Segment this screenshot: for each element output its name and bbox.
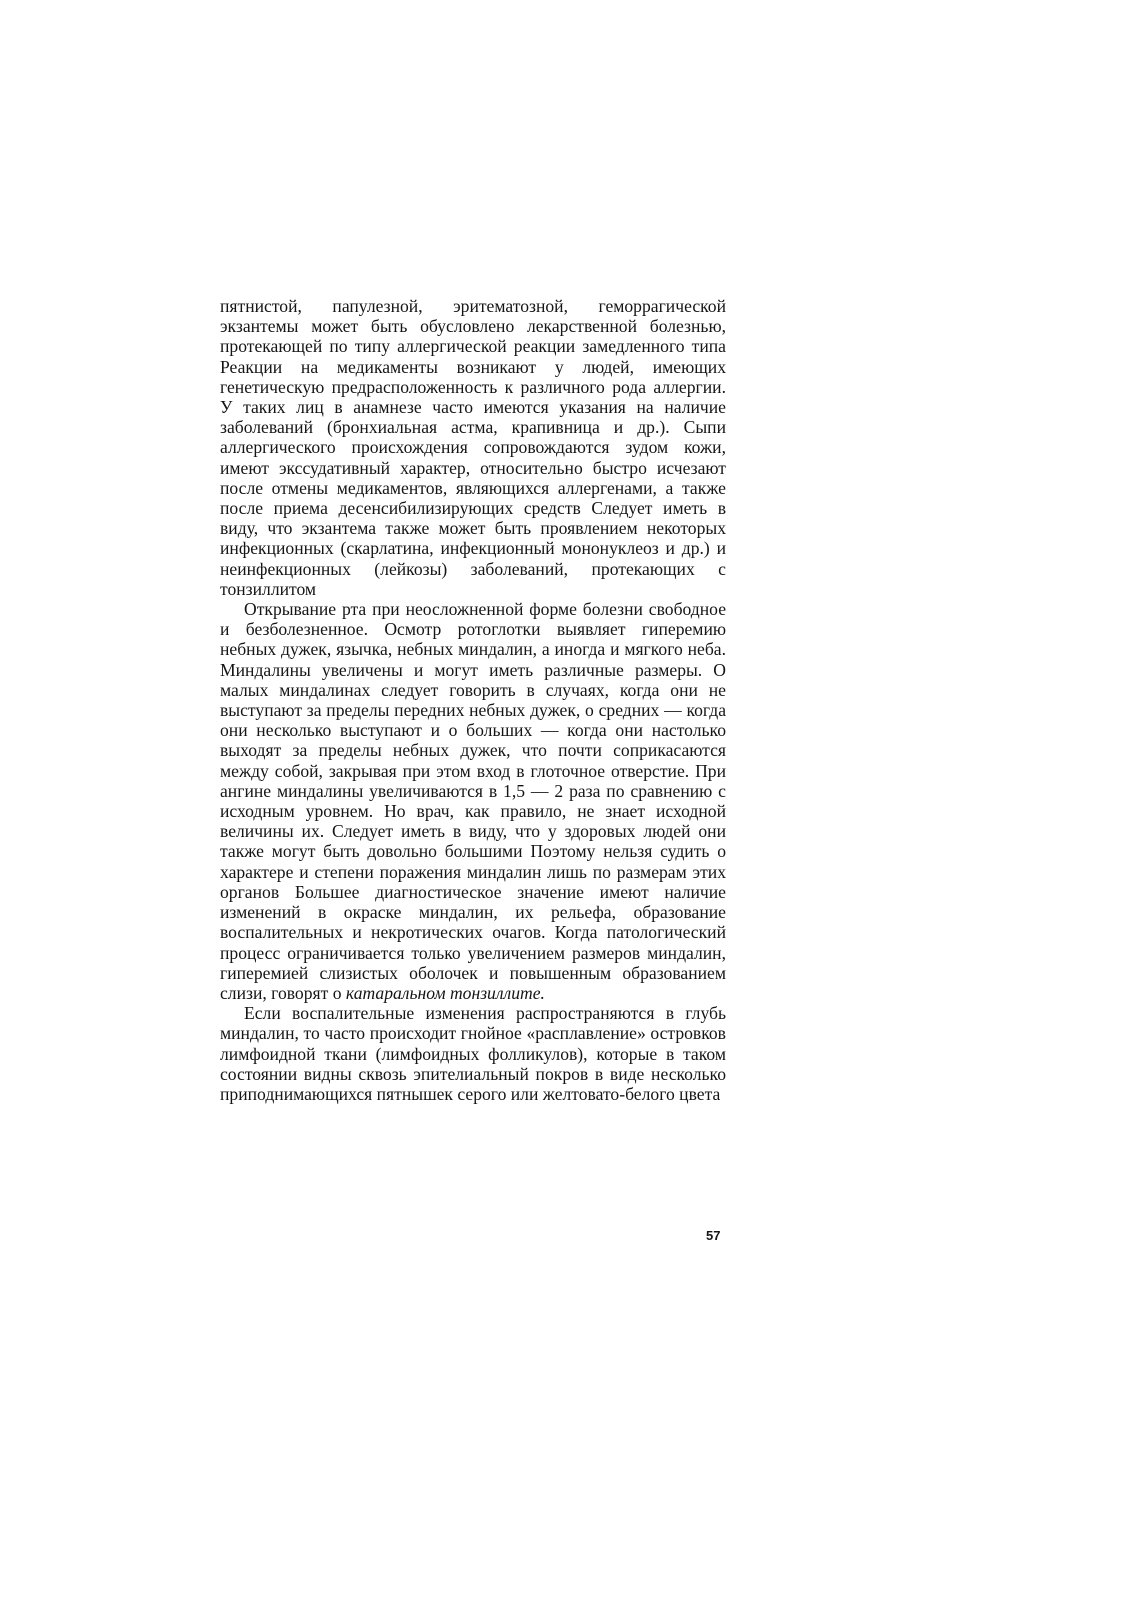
paragraph-tonsil-examination-text: Открывание рта при неосложненной форме болезни свободное и безболезненное. Осмотр ротоглотки выявляет гиперемию небных дужек, язычка, небных миндалин, а иногда и мягкого неба. Миндалины увеличены и могут иметь различные размеры. О малых миндалинах следует говорить в случаях, когда они не выступают за пределы передних небных дужек, о средних — когда они несколько выступают и о больших — когда они настолько выходят за пределы небных дужек, что почти соприкасаются между собой, закрывая при этом вход в глоточное отверстие. При ангине миндалины увеличиваются в 1,5 — 2 раза по сравнению с исходным уровнем. Но врач, как правило, не знает исходной величины их. Следует иметь в виду, что у здоровых людей они также могут быть довольно большими Поэтому нельзя судить о характере и степени поражения миндалин лишь по размерам этих органов Большее диагностическое значение имеют наличие изменений в окраске миндалин, их рельефа, образование воспалительных и некротических очагов. Когда патологический процесс ограничивается только увеличением размеров миндалин, гиперемией слизистых оболочек и повышенным образованием слизи, говорят о — [220, 599, 726, 1003]
page-number: 57 — [706, 1228, 721, 1243]
paragraph-tonsil-examination — [220, 599, 726, 1003]
paragraph-continuation: пятнистой, папулезной, эритематозной, геморрагической экзантемы может быть обусловлено лекарственной болезнью, протекающей по типу аллергической реакции замедленного типа Реакции на медикаменты возникают у людей, имеющих генетическую предрасположенность к различного рода аллергии. У таких лиц в анамнезе часто имеются указания на наличие заболеваний (бронхиальная астма, крапивница и др.). Сыпи аллергического происхождения сопровождаются зудом кожи, имеют экссудативный характер, относительно быстро исчезают после отмены медикаментов, являющихся аллергенами, а также после приема десенсибилизирующих средств Следует иметь в виду, что экзантема также может быть проявлением некоторых инфекционных (скарлатина, инфекционный мононуклеоз и др.) и неинфекционных (лейкозы) заболеваний, протекающих с тонзиллитом — [220, 296, 726, 599]
body-text — [220, 296, 726, 1104]
italic-term-catarrhal-tonsillitis: катаральном тонзиллите. — [345, 982, 545, 1003]
paragraph-inflammation-spread: Если воспалительные изменения распространяются в глубь миндалин, то часто происходит гнойное «расплавление» островков лимфоидной ткани (лимфоидных фолликулов), которые в таком состоянии видны сквозь эпителиальный покров в виде несколько приподнимающихся пятнышек серого или желтовато-белого цвета — [220, 1003, 726, 1104]
